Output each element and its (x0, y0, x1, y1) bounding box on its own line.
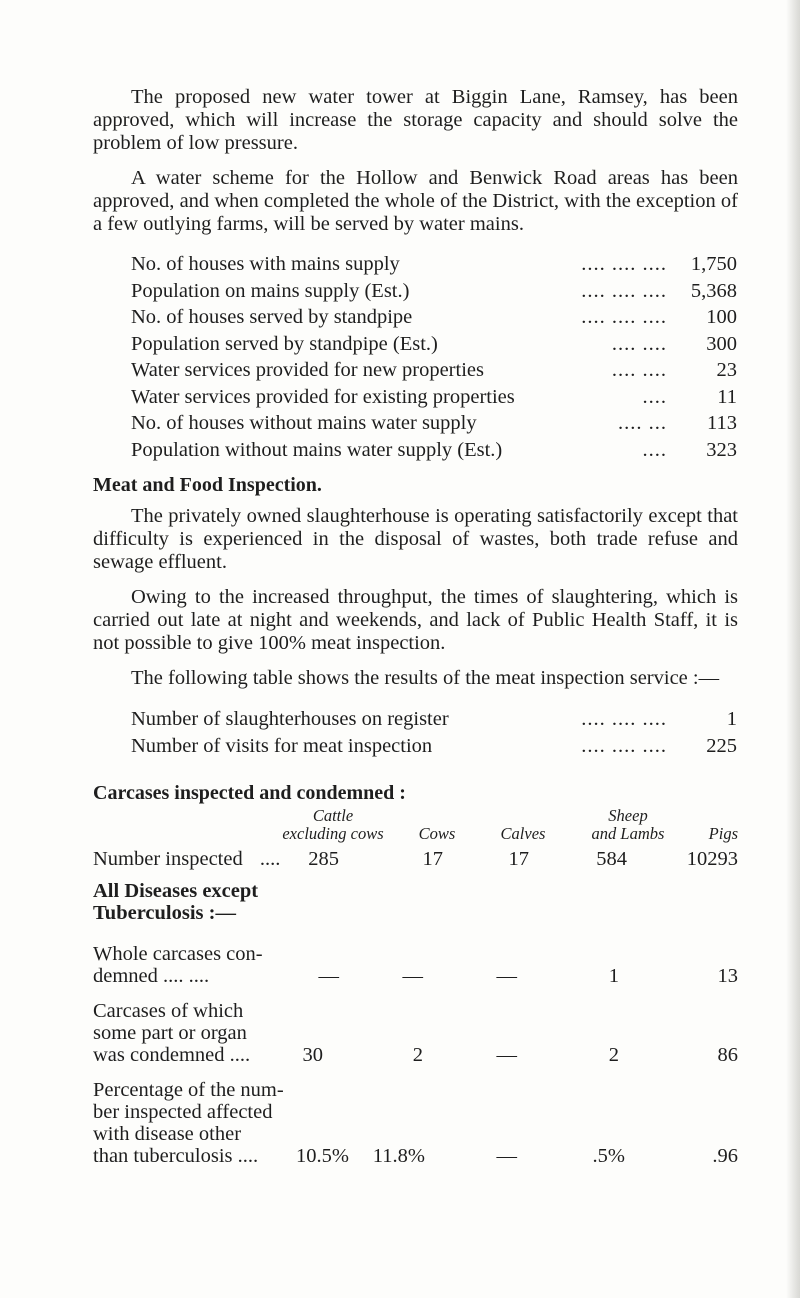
carcases-heading: Carcases inspected and condemned : (93, 782, 406, 804)
cell-cattle-whole: — (318, 965, 339, 987)
stat-row: Number of visits for meat inspection .... .... .... 225 (131, 734, 737, 757)
stat-row: No. of houses served by standpipe .... .... .... 100 (131, 306, 737, 328)
paragraph-throughput: Owing to the increased throughput, the times of slaughtering, which is carried out late at night and weekends, and lack of Public Health Staff, it is not possible to give 100% meat inspection. (93, 586, 738, 654)
cell-cows-percentage: 11.8% (372, 1145, 425, 1167)
row-label-part-condemned: Carcases of which some part or organ was condemned .... (93, 1000, 251, 1066)
header-calves: Calves (500, 824, 546, 843)
cell-calves-percentage: — (496, 1145, 517, 1167)
paragraph-table-intro: The following table shows the results of the meat inspection service :— (131, 667, 720, 689)
row-label-percentage: Percentage of the num- ber inspected affected with disease other than tuberculosis .... (93, 1079, 284, 1167)
meat-inspection-heading: Meat and Food Inspection. (93, 474, 322, 496)
cell-calves-part: — (496, 1044, 517, 1066)
cell-cattle-number: 285 (308, 848, 339, 870)
cell-cows-number: 17 (422, 848, 443, 870)
paragraph-water-scheme: A water scheme for the Hollow and Benwick Road areas has been approved, and when completed the whole of the District, with the exception of a few outlying farms, will be served by water mains. (93, 167, 738, 235)
stat-row: Water services provided for existing properties .... 11 (131, 385, 737, 408)
stat-row: No. of houses without mains water supply .... ... 113 (131, 412, 737, 434)
header-pigs: Pigs (708, 824, 738, 843)
section-label-all-diseases: All Diseases except Tuberculosis :— (93, 880, 259, 924)
paragraph-slaughterhouse: The privately owned slaughterhouse is operating satisfactorily except that difficulty is experienced in the disposal of wastes, both trade refuse and sewage effluent. (93, 505, 738, 573)
page-edge-shadow (786, 0, 800, 1298)
row-label-number-inspected: Number inspected .... (93, 848, 281, 870)
inspection-stats (131, 706, 737, 759)
cell-cattle-percentage: 10.5% (296, 1145, 349, 1167)
water-supply-stats (131, 251, 737, 463)
row-label-whole-carcases: Whole carcases con- demned .... .... (93, 943, 263, 987)
cell-cows-part: 2 (412, 1044, 423, 1066)
header-sheep: Sheep and Lambs (591, 806, 665, 843)
stat-row: Population without mains water supply (Est.) .... 323 (131, 438, 737, 461)
document-page (93, 86, 738, 1235)
cell-sheep-part: 2 (608, 1044, 619, 1066)
cell-cattle-part: 30 (302, 1044, 323, 1066)
cell-cows-whole: — (402, 965, 423, 987)
cell-pigs-whole: 13 (717, 965, 738, 987)
cell-calves-whole: — (496, 965, 517, 987)
header-cattle: Cattle excluding cows (282, 806, 384, 843)
cell-pigs-percentage: .96 (712, 1145, 738, 1167)
stat-row: Number of slaughterhouses on register .... .... .... 1 (131, 708, 737, 730)
stat-row: Population on mains supply (Est.) .... .... .... 5,368 (131, 279, 737, 302)
cell-sheep-whole: 1 (608, 965, 619, 987)
cell-calves-number: 17 (508, 848, 529, 870)
stat-row: No. of houses with mains supply .... .... .... 1,750 (131, 253, 737, 275)
paragraph-water-tower: The proposed new water tower at Biggin Lane, Ramsey, has been approved, which will increase the storage capacity and should solve the problem of low pressure. (93, 86, 738, 154)
stat-row: Population served by standpipe (Est.) .... .... 300 (131, 332, 737, 355)
cell-pigs-part: 86 (717, 1044, 738, 1066)
carcases-table (93, 805, 738, 1235)
cell-pigs-number: 10293 (686, 848, 738, 870)
cell-sheep-percentage: .5% (592, 1145, 625, 1167)
header-cows: Cows (418, 824, 456, 843)
cell-sheep-number: 584 (596, 848, 627, 870)
stat-row: Water services provided for new properties .... .... 23 (131, 359, 737, 381)
